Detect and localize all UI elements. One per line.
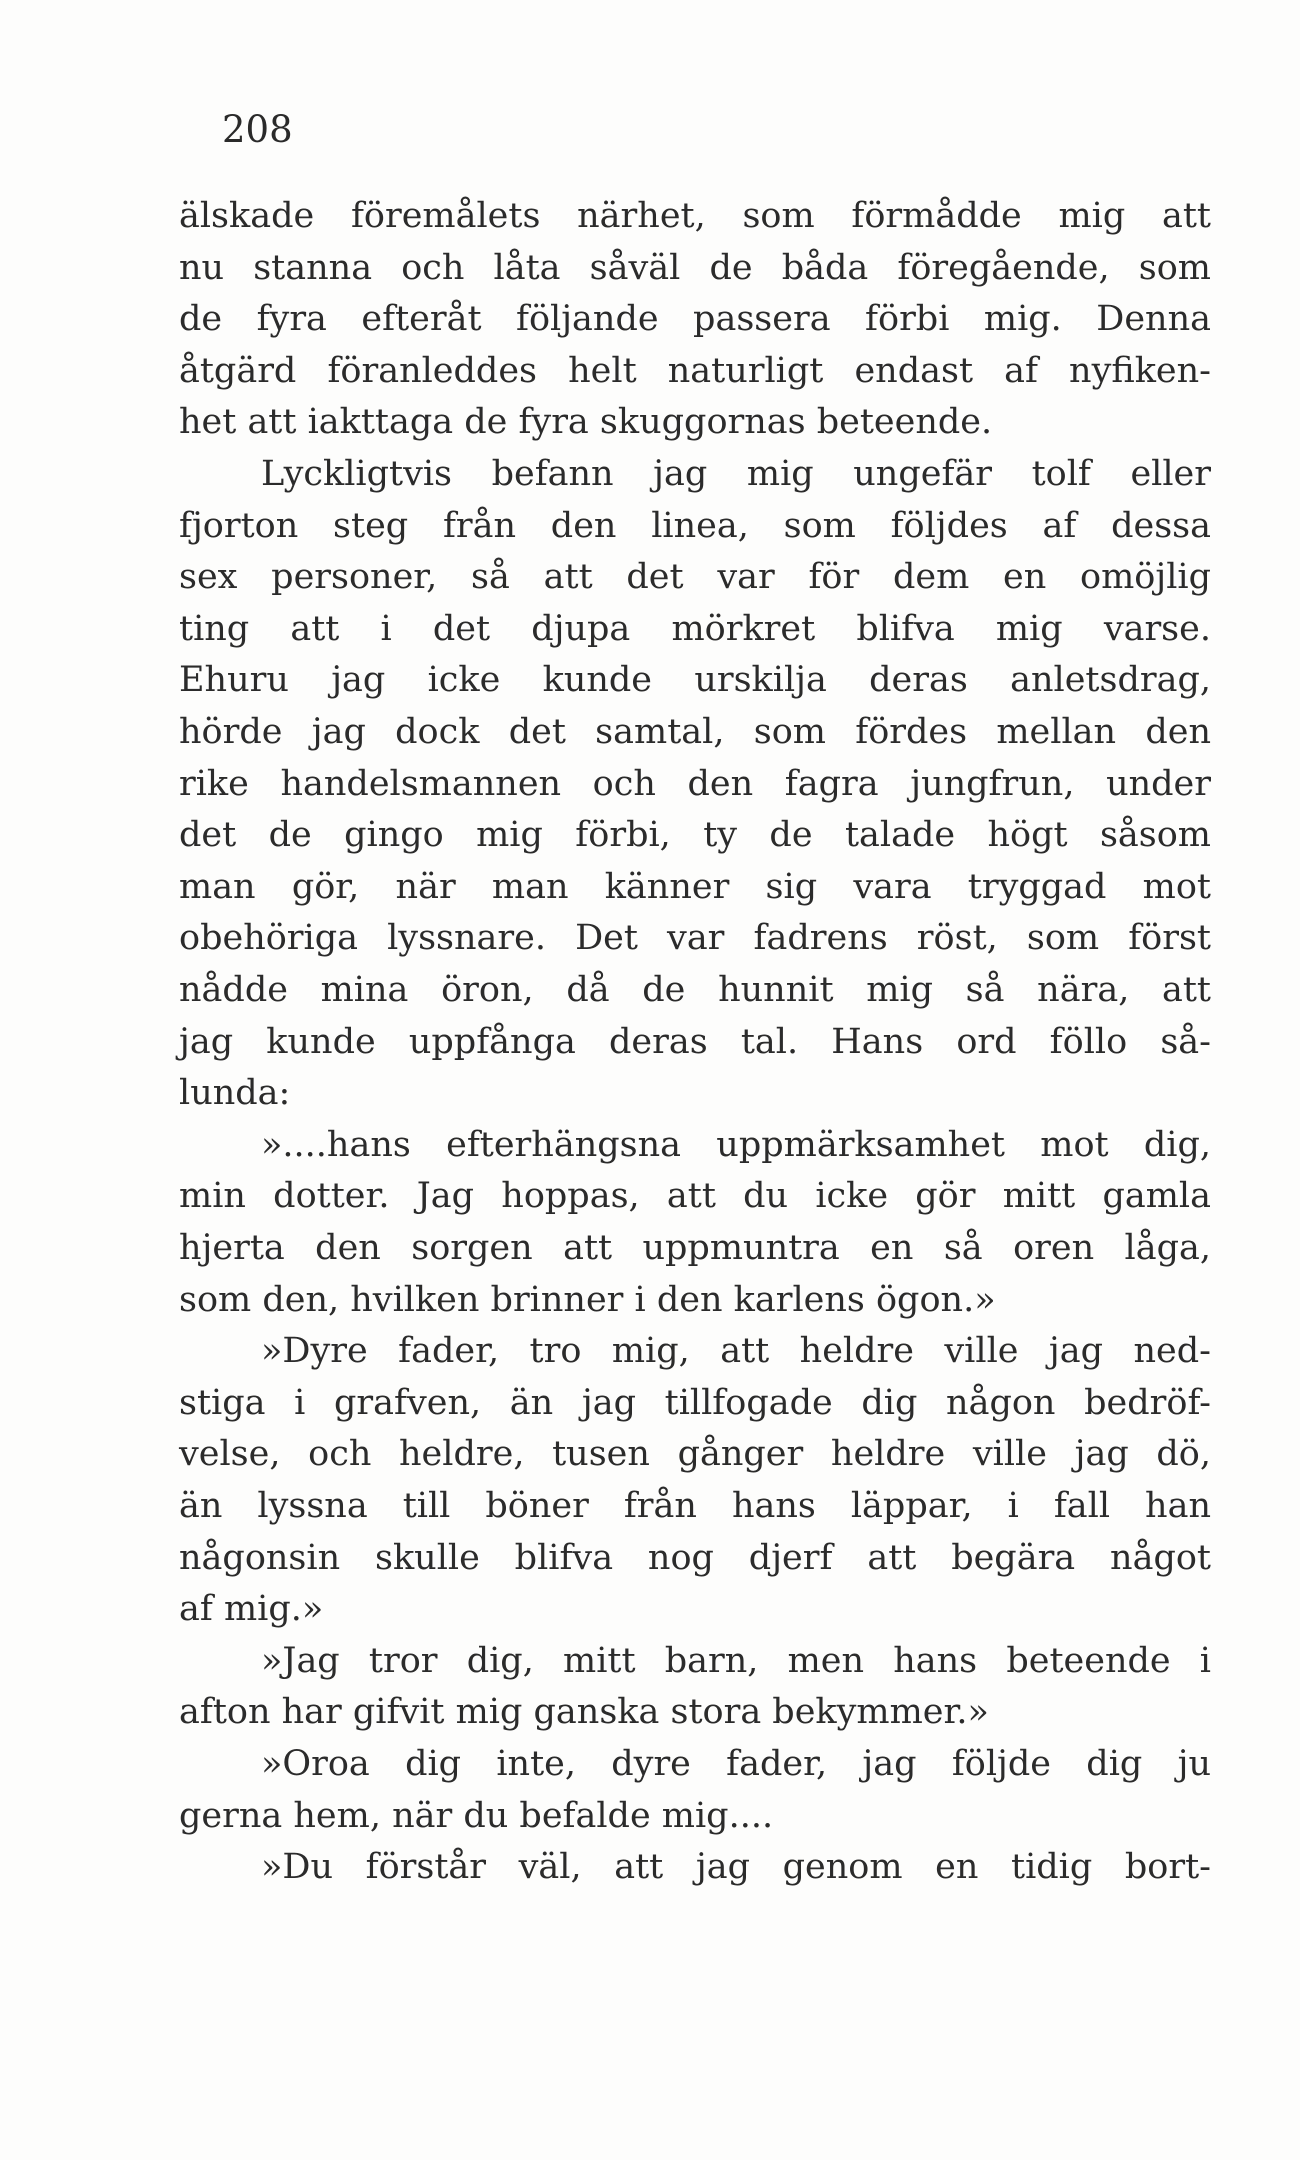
text-line: afton har gifvit mig ganska stora bekymmer.» [179, 1692, 989, 1732]
text-line: het att iakttaga de fyra skuggornas beteende. [179, 402, 993, 442]
text-line: lunda: [179, 1073, 291, 1113]
text-line: de fyra efteråt följande passera förbi mig. Denna [179, 299, 1211, 339]
text-line: som den, hvilken brinner i den karlens ögon.» [179, 1280, 996, 1320]
text-line: det de gingo mig förbi, ty de talade högt såsom [179, 815, 1211, 855]
text-line: Lyckligtvis befann jag mig ungefär tolf eller [261, 454, 1211, 494]
text-line: nådde mina öron, då de hunnit mig så nära, att [179, 970, 1211, 1010]
text-line: än lyssna till böner från hans läppar, i fall han [179, 1486, 1211, 1526]
text-line: sex personer, så att det var för dem en omöjlig [179, 557, 1211, 597]
text-line: min dotter. Jag hoppas, att du icke gör mitt gamla [179, 1176, 1211, 1216]
text-line: någonsin skulle blifva nog djerf att begära något [179, 1538, 1211, 1578]
text-line: gerna hem, när du befalde mig.... [179, 1796, 774, 1836]
text-line: af mig.» [179, 1589, 324, 1629]
text-line: nu stanna och låta såväl de båda föregående, som [179, 248, 1211, 288]
text-line: ting att i det djupa mörkret blifva mig varse. [179, 609, 1211, 649]
text-line: »....hans efterhängsna uppmärksamhet mot dig, [261, 1125, 1211, 1165]
text-line: älskade föremålets närhet, som förmådde mig att [179, 196, 1211, 236]
text-line: hjerta den sorgen att uppmuntra en så oren låga, [179, 1228, 1211, 1268]
text-line: Ehuru jag icke kunde urskilja deras anletsdrag, [179, 660, 1211, 700]
text-line: obehöriga lyssnare. Det var fadrens röst, som först [179, 918, 1211, 958]
text-line: stiga i grafven, än jag tillfogade dig någon bedröf- [179, 1383, 1211, 1423]
text-line: velse, och heldre, tusen gånger heldre ville jag dö, [179, 1434, 1211, 1474]
text-line: »Du förstår väl, att jag genom en tidig bort- [261, 1847, 1211, 1887]
text-line: jag kunde uppfånga deras tal. Hans ord föllo så- [179, 1022, 1211, 1062]
text-line: man gör, när man känner sig vara tryggad mot [179, 867, 1211, 907]
text-line: fjorton steg från den linea, som följdes af dessa [179, 506, 1211, 546]
text-line: hörde jag dock det samtal, som fördes mellan den [179, 712, 1211, 752]
text-line: rike handelsmannen och den fagra jungfrun, under [179, 764, 1211, 804]
page-number: 208 [222, 108, 293, 151]
text-line: »Oroa dig inte, dyre fader, jag följde dig ju [261, 1744, 1211, 1784]
text-line: åtgärd föranleddes helt naturligt endast af nyfiken- [179, 351, 1211, 391]
text-line: »Jag tror dig, mitt barn, men hans beteende i [261, 1641, 1211, 1681]
text-line: »Dyre fader, tro mig, att heldre ville jag ned- [261, 1331, 1211, 1371]
